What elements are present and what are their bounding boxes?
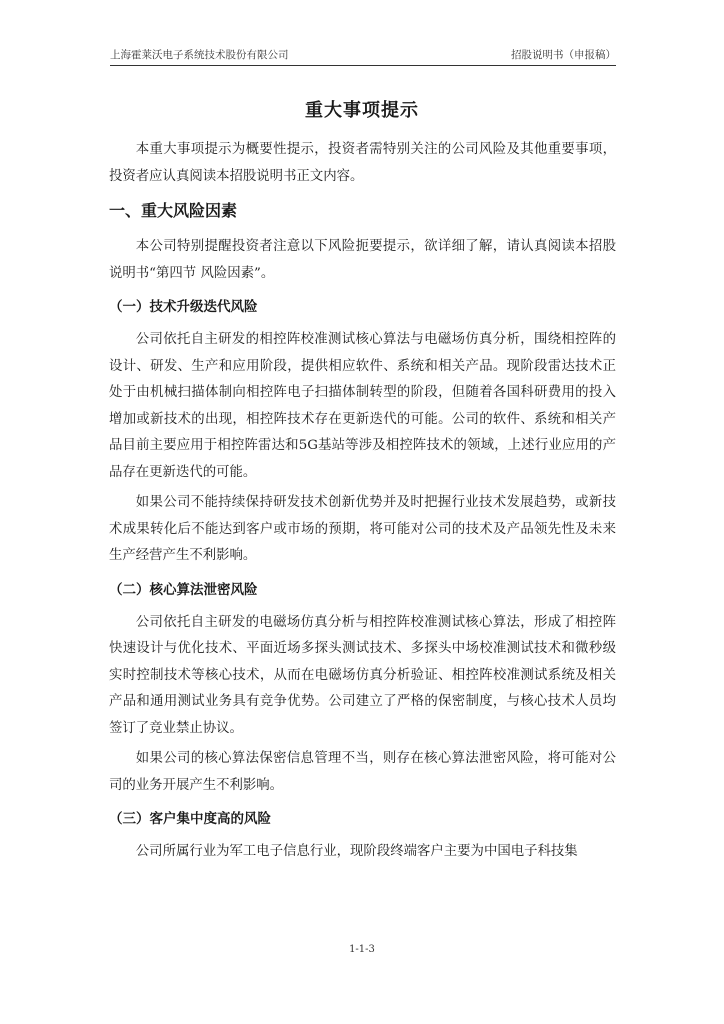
tech-upgrade-paragraph-1: 公司依托自主研发的相控阵校准测试核心算法与电磁场仿真分析，围绕相控阵的设计、研发、生产和应用阶段，提供相应软件、系统和相关产品。现阶段雷达技术正处于由机械扫描体制向相控阵电子扫描体制转型的阶段，但随着各国科研费用的投入增加或新技术的出现，相控阵技术存在更新迭代的可能。公司的软件、系统和相关产品目前主要应用于相控阵雷达和5G基站等涉及相控阵技术的领域，上述行业应用的产品存在更新迭代的可能。 <box>109 332 616 480</box>
subsection-heading-tech-upgrade: （一）技术升级迭代风险 <box>109 299 258 315</box>
intro-paragraph: 本重大事项提示为概要性提示，投资者需特别关注的公司风险及其他重要事项，投资者应认真阅读本招股说明书正文内容。 <box>109 142 616 184</box>
customer-concentration-paragraph-1: 公司所属行业为军工电子信息行业，现阶段终端客户主要为中国电子科技集 <box>135 844 578 859</box>
subsection-heading-algorithm-leak: （二）核心算法泄密风险 <box>109 581 258 598</box>
section-intro-paragraph: 本公司特别提醒投资者注意以下风险扼要提示，欲详细了解，请认真阅读本招股说明书“第四节 风险因素”。 <box>109 239 616 281</box>
tech-upgrade-paragraph-2: 如果公司不能持续保持研发技术创新优势并及时把握行业技术发展趋势，或新技术成果转化后不能达到客户或市场的预期，将可能对公司的技术及产品领先性及未来生产经营产生不利影响。 <box>109 495 616 563</box>
page-number: 1-1-3 <box>349 944 375 955</box>
subsection-heading-customer-concentration: （三）客户集中度高的风险 <box>109 811 271 827</box>
header-document-type: 招股说明书（申报稿） <box>511 49 616 61</box>
header-company-name: 上海霍莱沃电子系统技术股份有限公司 <box>110 49 289 61</box>
algorithm-leak-paragraph-2: 如果公司的核心算法保密信息管理不当，则存在核心算法泄密风险，将可能对公司的业务开展产生不利影响。 <box>109 751 616 793</box>
algorithm-leak-paragraph-1: 公司依托自主研发的电磁场仿真分析与相控阵校准测试核心算法，形成了相控阵快速设计与优化技术、平面近场多探头测试技术、多探头中场校准测试技术和微秒级实时控制技术等核心技术，从而在电磁场仿真分析验证、相控阵校准测试系统及相关产品和通用测试业务具有竞争优势。公司建立了严格的保密制度，与核心技术人员均签订了竞业禁止协议。 <box>109 614 616 736</box>
page-header <box>110 48 616 66</box>
document-body <box>109 137 616 866</box>
section-heading-risk-factors: 一、重大风险因素 <box>109 201 238 220</box>
page-title: 重大事项提示 <box>305 100 419 121</box>
